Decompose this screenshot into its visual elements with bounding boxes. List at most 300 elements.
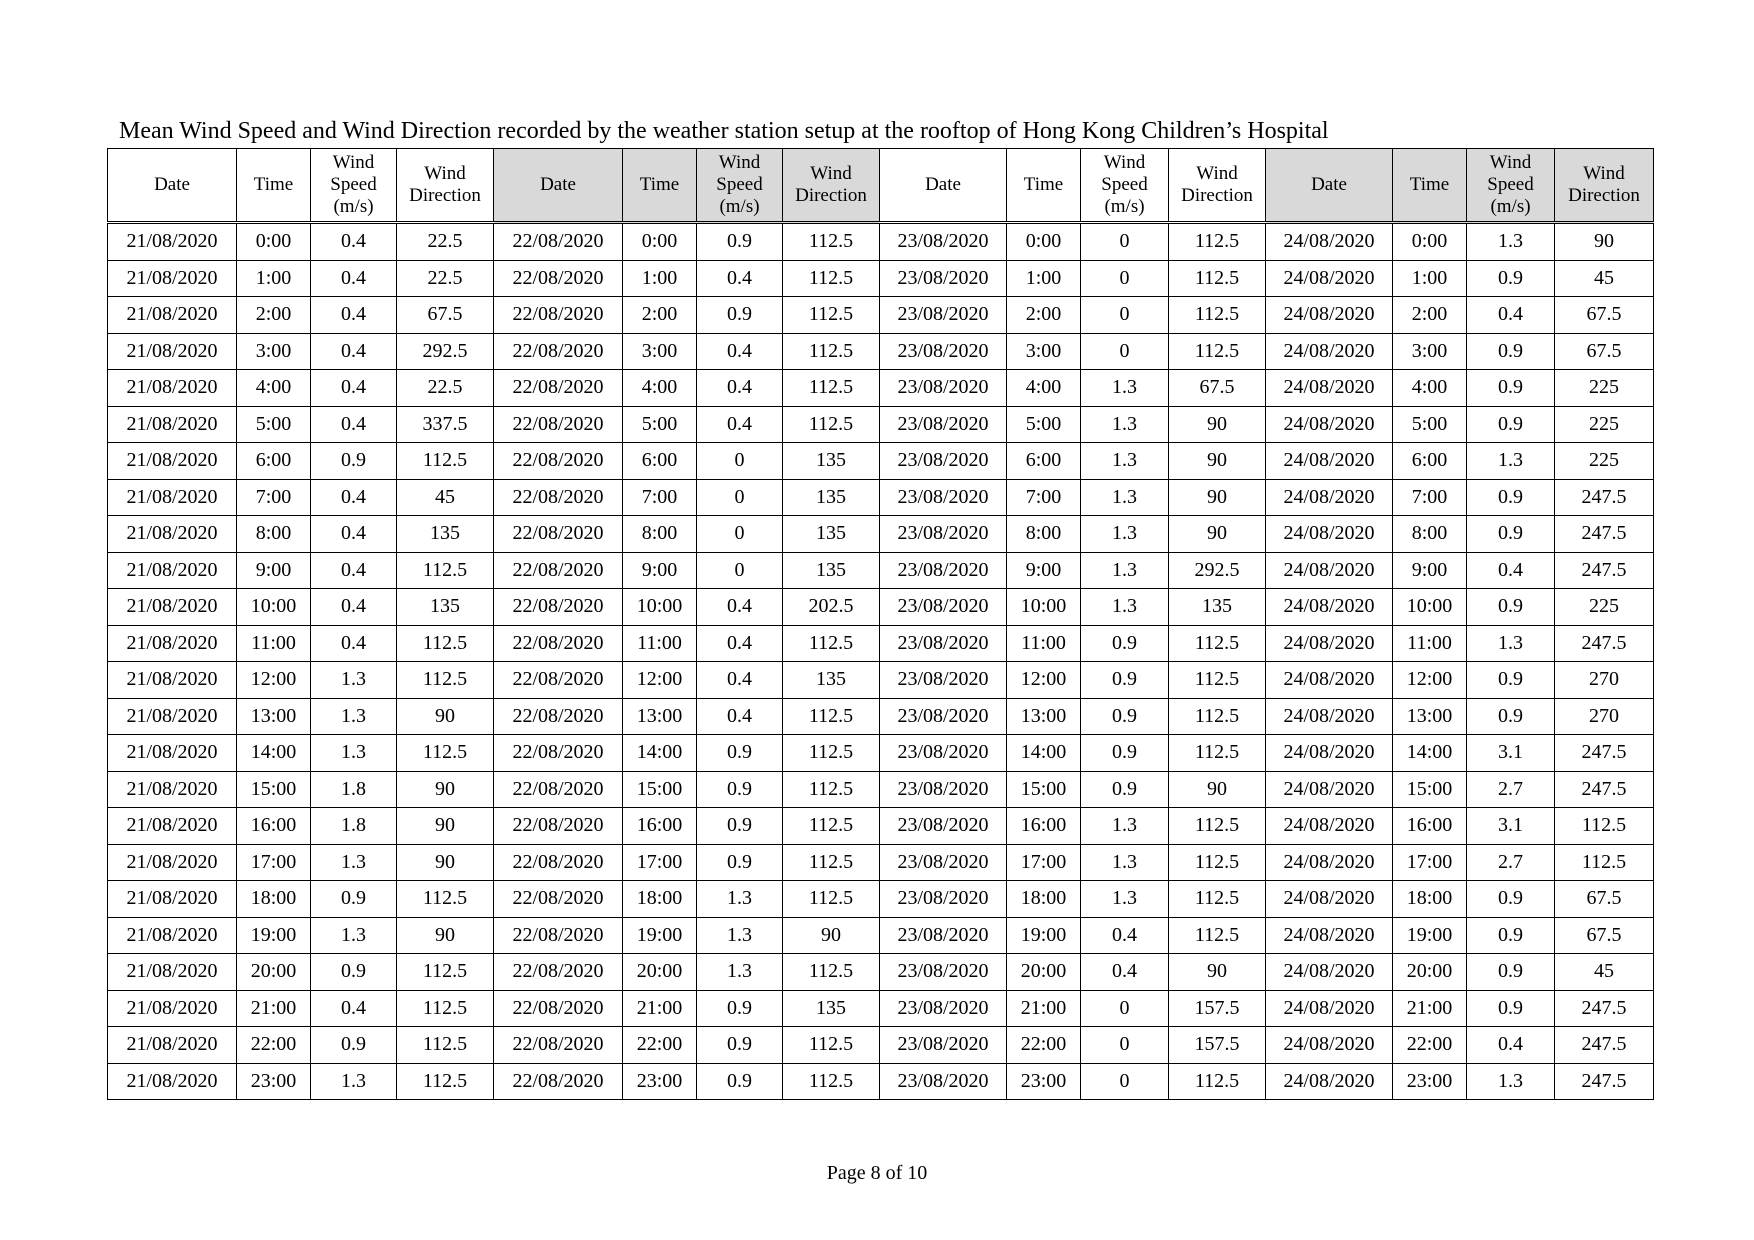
table-cell: 112.5 [783, 735, 880, 772]
table-cell: 24/08/2020 [1266, 735, 1393, 772]
table-cell: 1.3 [1081, 406, 1169, 443]
table-cell: 0.9 [697, 735, 783, 772]
table-cell: 24/08/2020 [1266, 333, 1393, 370]
column-header: Date [1266, 149, 1393, 223]
table-cell: 14:00 [1393, 735, 1467, 772]
table-cell: 0 [1081, 333, 1169, 370]
table-cell: 22/08/2020 [494, 406, 623, 443]
table-cell: 0.4 [311, 479, 397, 516]
table-cell: 1.3 [697, 881, 783, 918]
table-cell: 0.9 [311, 1027, 397, 1064]
table-cell: 112.5 [397, 625, 494, 662]
table-cell: 22/08/2020 [494, 771, 623, 808]
table-cell: 2:00 [1393, 297, 1467, 334]
table-cell: 1:00 [1007, 260, 1081, 297]
table-cell: 0:00 [623, 223, 697, 261]
table-cell: 0.9 [1467, 479, 1555, 516]
table-cell: 6:00 [623, 443, 697, 480]
table-cell: 8:00 [237, 516, 311, 553]
table-cell: 1.3 [1081, 479, 1169, 516]
table-cell: 7:00 [237, 479, 311, 516]
table-cell: 1.3 [311, 735, 397, 772]
table-cell: 23:00 [1393, 1063, 1467, 1100]
table-cell: 6:00 [237, 443, 311, 480]
table-cell: 21/08/2020 [108, 370, 237, 407]
table-cell: 112.5 [783, 223, 880, 261]
table-cell: 0.9 [1467, 698, 1555, 735]
column-header: Wind Speed (m/s) [1467, 149, 1555, 223]
table-cell: 0.9 [1081, 625, 1169, 662]
table-cell: 1.3 [311, 698, 397, 735]
table-cell: 112.5 [783, 260, 880, 297]
table-cell: 270 [1555, 662, 1654, 699]
table-cell: 112.5 [1169, 297, 1266, 334]
table-cell: 0.4 [311, 589, 397, 626]
table-cell: 21/08/2020 [108, 662, 237, 699]
table-cell: 2:00 [237, 297, 311, 334]
table-cell: 22:00 [623, 1027, 697, 1064]
table-cell: 0.4 [697, 589, 783, 626]
table-cell: 0.9 [311, 954, 397, 991]
table-cell: 1.3 [697, 954, 783, 991]
table-cell: 24/08/2020 [1266, 990, 1393, 1027]
table-cell: 112.5 [397, 1027, 494, 1064]
table-cell: 45 [1555, 954, 1654, 991]
table-cell: 7:00 [1393, 479, 1467, 516]
table-cell: 23/08/2020 [880, 735, 1007, 772]
table-cell: 21/08/2020 [108, 1027, 237, 1064]
table-cell: 17:00 [623, 844, 697, 881]
table-cell: 3:00 [1393, 333, 1467, 370]
table-cell: 21/08/2020 [108, 516, 237, 553]
table-cell: 270 [1555, 698, 1654, 735]
table-cell: 1.3 [1081, 443, 1169, 480]
table-cell: 13:00 [1007, 698, 1081, 735]
table-cell: 112.5 [397, 954, 494, 991]
table-cell: 225 [1555, 370, 1654, 407]
table-cell: 6:00 [1393, 443, 1467, 480]
table-cell: 0.9 [1467, 954, 1555, 991]
table-cell: 0 [697, 552, 783, 589]
table-cell: 112.5 [397, 662, 494, 699]
table-cell: 0:00 [237, 223, 311, 261]
table-cell: 24/08/2020 [1266, 516, 1393, 553]
table-cell: 0 [1081, 260, 1169, 297]
table-cell: 21/08/2020 [108, 297, 237, 334]
table-cell: 22/08/2020 [494, 917, 623, 954]
column-header: Wind Direction [1555, 149, 1654, 223]
table-cell: 112.5 [1169, 808, 1266, 845]
table-cell: 1.3 [1467, 223, 1555, 261]
table-cell: 21/08/2020 [108, 844, 237, 881]
table-cell: 90 [1169, 516, 1266, 553]
column-header: Wind Direction [1169, 149, 1266, 223]
table-cell: 112.5 [1169, 844, 1266, 881]
table-cell: 0.9 [697, 844, 783, 881]
table-cell: 22.5 [397, 370, 494, 407]
table-cell: 16:00 [237, 808, 311, 845]
table-cell: 23/08/2020 [880, 844, 1007, 881]
table-cell: 0.4 [311, 260, 397, 297]
table-cell: 18:00 [1393, 881, 1467, 918]
table-cell: 0.4 [311, 333, 397, 370]
table-cell: 12:00 [1393, 662, 1467, 699]
column-header: Wind Speed (m/s) [697, 149, 783, 223]
table-cell: 2:00 [623, 297, 697, 334]
table-cell: 7:00 [1007, 479, 1081, 516]
table-cell: 0.9 [697, 771, 783, 808]
table-cell: 112.5 [397, 552, 494, 589]
table-cell: 24/08/2020 [1266, 297, 1393, 334]
table-cell: 0.9 [1467, 662, 1555, 699]
table-row [108, 479, 1654, 516]
page-number: Page 8 of 10 [826, 1162, 928, 1184]
table-cell: 112.5 [397, 443, 494, 480]
table-cell: 0 [697, 516, 783, 553]
table-cell: 112.5 [397, 735, 494, 772]
table-cell: 0 [1081, 297, 1169, 334]
table-cell: 10:00 [1393, 589, 1467, 626]
table-cell: 5:00 [237, 406, 311, 443]
table-row [108, 516, 1654, 553]
table-cell: 11:00 [1393, 625, 1467, 662]
table-cell: 23/08/2020 [880, 260, 1007, 297]
table-cell: 22/08/2020 [494, 516, 623, 553]
table-header-row [108, 149, 1654, 223]
table-cell: 112.5 [1169, 1063, 1266, 1100]
table-cell: 0 [1081, 990, 1169, 1027]
table-cell: 23/08/2020 [880, 1063, 1007, 1100]
table-cell: 21:00 [623, 990, 697, 1027]
table-cell: 0.9 [1081, 698, 1169, 735]
table-cell: 1:00 [237, 260, 311, 297]
table-row [108, 808, 1654, 845]
table-cell: 21/08/2020 [108, 881, 237, 918]
table-cell: 7:00 [623, 479, 697, 516]
table-cell: 0.4 [311, 516, 397, 553]
table-cell: 247.5 [1555, 479, 1654, 516]
table-cell: 1.3 [311, 1063, 397, 1100]
table-cell: 11:00 [1007, 625, 1081, 662]
table-cell: 0.4 [311, 297, 397, 334]
table-cell: 0.9 [1081, 662, 1169, 699]
table-cell: 112.5 [1169, 333, 1266, 370]
table-cell: 1.3 [1081, 516, 1169, 553]
table-cell: 292.5 [1169, 552, 1266, 589]
table-cell: 15:00 [1007, 771, 1081, 808]
table-cell: 16:00 [623, 808, 697, 845]
table-row [108, 698, 1654, 735]
table-cell: 21/08/2020 [108, 406, 237, 443]
table-row [108, 917, 1654, 954]
table-cell: 16:00 [1393, 808, 1467, 845]
table-cell: 23/08/2020 [880, 479, 1007, 516]
table-row [108, 662, 1654, 699]
table-cell: 0.9 [1467, 406, 1555, 443]
table-cell: 0.9 [1081, 735, 1169, 772]
table-cell: 135 [783, 552, 880, 589]
table-cell: 14:00 [623, 735, 697, 772]
table-cell: 18:00 [1007, 881, 1081, 918]
table-row [108, 844, 1654, 881]
table-cell: 0.4 [311, 552, 397, 589]
table-cell: 19:00 [237, 917, 311, 954]
table-row [108, 771, 1654, 808]
table-cell: 135 [397, 589, 494, 626]
table-row [108, 589, 1654, 626]
table-cell: 112.5 [1169, 698, 1266, 735]
table-cell: 24/08/2020 [1266, 844, 1393, 881]
table-cell: 0.4 [311, 406, 397, 443]
table-cell: 1.3 [1081, 552, 1169, 589]
table-cell: 24/08/2020 [1266, 260, 1393, 297]
table-cell: 10:00 [237, 589, 311, 626]
table-cell: 24/08/2020 [1266, 370, 1393, 407]
table-cell: 9:00 [237, 552, 311, 589]
table-cell: 4:00 [237, 370, 311, 407]
table-cell: 157.5 [1169, 990, 1266, 1027]
table-cell: 12:00 [1007, 662, 1081, 699]
table-cell: 112.5 [783, 881, 880, 918]
table-cell: 3.1 [1467, 735, 1555, 772]
table-cell: 23/08/2020 [880, 662, 1007, 699]
table-cell: 0.9 [1467, 881, 1555, 918]
table-cell: 22/08/2020 [494, 370, 623, 407]
table-cell: 1.3 [1081, 881, 1169, 918]
table-cell: 13:00 [623, 698, 697, 735]
table-cell: 0.9 [697, 223, 783, 261]
table-cell: 8:00 [623, 516, 697, 553]
table-cell: 112.5 [397, 1063, 494, 1100]
table-cell: 1.3 [697, 917, 783, 954]
table-cell: 4:00 [1393, 370, 1467, 407]
table-cell: 24/08/2020 [1266, 698, 1393, 735]
table-cell: 0.9 [1467, 370, 1555, 407]
table-cell: 23/08/2020 [880, 917, 1007, 954]
table-cell: 23/08/2020 [880, 1027, 1007, 1064]
table-cell: 0.4 [1467, 1027, 1555, 1064]
table-cell: 67.5 [1555, 917, 1654, 954]
table-cell: 10:00 [623, 589, 697, 626]
table-cell: 16:00 [1007, 808, 1081, 845]
table-cell: 0.4 [697, 260, 783, 297]
table-cell: 135 [397, 516, 494, 553]
table-cell: 112.5 [783, 1063, 880, 1100]
table-cell: 8:00 [1007, 516, 1081, 553]
table-cell: 21/08/2020 [108, 698, 237, 735]
table-cell: 22/08/2020 [494, 844, 623, 881]
table-cell: 5:00 [1007, 406, 1081, 443]
table-cell: 18:00 [237, 881, 311, 918]
table-cell: 90 [1169, 406, 1266, 443]
table-cell: 22:00 [1393, 1027, 1467, 1064]
table-row [108, 333, 1654, 370]
table-cell: 67.5 [1555, 297, 1654, 334]
table-cell: 112.5 [1169, 625, 1266, 662]
table-cell: 21/08/2020 [108, 443, 237, 480]
table-cell: 3:00 [237, 333, 311, 370]
table-cell: 22/08/2020 [494, 443, 623, 480]
table-cell: 112.5 [783, 1027, 880, 1064]
table-cell: 247.5 [1555, 771, 1654, 808]
table-cell: 135 [783, 516, 880, 553]
table-cell: 21:00 [1393, 990, 1467, 1027]
table-cell: 0:00 [1007, 223, 1081, 261]
table-row [108, 990, 1654, 1027]
table-cell: 0.4 [697, 333, 783, 370]
table-cell: 4:00 [623, 370, 697, 407]
table-cell: 21/08/2020 [108, 589, 237, 626]
table-cell: 20:00 [1393, 954, 1467, 991]
table-cell: 23/08/2020 [880, 552, 1007, 589]
table-cell: 22/08/2020 [494, 1027, 623, 1064]
table-cell: 225 [1555, 443, 1654, 480]
table-cell: 24/08/2020 [1266, 552, 1393, 589]
table-cell: 23:00 [1007, 1063, 1081, 1100]
table-cell: 22/08/2020 [494, 881, 623, 918]
table-cell: 20:00 [1007, 954, 1081, 991]
table-cell: 247.5 [1555, 552, 1654, 589]
table-cell: 0 [1081, 223, 1169, 261]
table-cell: 90 [397, 698, 494, 735]
table-cell: 18:00 [623, 881, 697, 918]
table-cell: 135 [783, 479, 880, 516]
table-cell: 23/08/2020 [880, 771, 1007, 808]
table-cell: 13:00 [1393, 698, 1467, 735]
table-cell: 1.3 [311, 917, 397, 954]
table-cell: 0.9 [697, 990, 783, 1027]
table-cell: 90 [1169, 954, 1266, 991]
table-cell: 19:00 [1393, 917, 1467, 954]
table-cell: 21/08/2020 [108, 1063, 237, 1100]
table-cell: 112.5 [783, 625, 880, 662]
table-cell: 0.9 [311, 443, 397, 480]
table-cell: 14:00 [237, 735, 311, 772]
table-row [108, 954, 1654, 991]
table-cell: 247.5 [1555, 1063, 1654, 1100]
table-cell: 1.8 [311, 771, 397, 808]
table-cell: 5:00 [623, 406, 697, 443]
table-cell: 21/08/2020 [108, 223, 237, 261]
table-cell: 22/08/2020 [494, 698, 623, 735]
table-cell: 22/08/2020 [494, 260, 623, 297]
table-cell: 22.5 [397, 223, 494, 261]
table-cell: 0 [1081, 1027, 1169, 1064]
table-cell: 17:00 [237, 844, 311, 881]
table-cell: 15:00 [1393, 771, 1467, 808]
table-cell: 67.5 [1555, 881, 1654, 918]
table-cell: 90 [783, 917, 880, 954]
table-body [108, 223, 1654, 1100]
table-cell: 112.5 [783, 297, 880, 334]
table-cell: 8:00 [1393, 516, 1467, 553]
table-cell: 6:00 [1007, 443, 1081, 480]
table-cell: 135 [1169, 589, 1266, 626]
table-cell: 22:00 [237, 1027, 311, 1064]
table-cell: 22/08/2020 [494, 223, 623, 261]
table-cell: 135 [783, 443, 880, 480]
table-cell: 2.7 [1467, 771, 1555, 808]
table-cell: 23/08/2020 [880, 698, 1007, 735]
table-cell: 112.5 [783, 333, 880, 370]
table-cell: 0.4 [311, 625, 397, 662]
table-cell: 24/08/2020 [1266, 917, 1393, 954]
table-cell: 3.1 [1467, 808, 1555, 845]
table-cell: 112.5 [1555, 808, 1654, 845]
table-cell: 0.9 [1467, 990, 1555, 1027]
table-cell: 1.3 [311, 662, 397, 699]
table-cell: 23/08/2020 [880, 808, 1007, 845]
table-cell: 2.7 [1467, 844, 1555, 881]
table-cell: 0.4 [1467, 297, 1555, 334]
page-title: Mean Wind Speed and Wind Direction recorded by the weather station setup at the rooftop of Hong Kong Children’s Hospital [119, 118, 1329, 144]
table-cell: 90 [397, 808, 494, 845]
table-cell: 247.5 [1555, 516, 1654, 553]
table-cell: 24/08/2020 [1266, 625, 1393, 662]
table-cell: 23:00 [237, 1063, 311, 1100]
table-cell: 0.9 [697, 297, 783, 334]
table-row [108, 552, 1654, 589]
table-cell: 0.4 [697, 625, 783, 662]
table-cell: 0.9 [1467, 589, 1555, 626]
table-cell: 23/08/2020 [880, 990, 1007, 1027]
table-cell: 67.5 [1555, 333, 1654, 370]
table-cell: 0.4 [311, 370, 397, 407]
table-cell: 112.5 [1169, 881, 1266, 918]
table-cell: 21/08/2020 [108, 260, 237, 297]
table-row [108, 370, 1654, 407]
table-cell: 0.4 [697, 370, 783, 407]
table-cell: 15:00 [623, 771, 697, 808]
table-cell: 112.5 [1169, 260, 1266, 297]
column-header: Time [1007, 149, 1081, 223]
table-cell: 0.4 [1081, 917, 1169, 954]
table-cell: 21:00 [1007, 990, 1081, 1027]
table-cell: 225 [1555, 406, 1654, 443]
table-cell: 9:00 [1007, 552, 1081, 589]
table-cell: 247.5 [1555, 1027, 1654, 1064]
table-cell: 112.5 [783, 406, 880, 443]
table-cell: 24/08/2020 [1266, 589, 1393, 626]
table-cell: 90 [397, 844, 494, 881]
table-cell: 112.5 [1169, 917, 1266, 954]
table-cell: 0.9 [1081, 771, 1169, 808]
table-cell: 11:00 [623, 625, 697, 662]
table-cell: 12:00 [623, 662, 697, 699]
column-header: Time [623, 149, 697, 223]
table-row [108, 406, 1654, 443]
table-cell: 24/08/2020 [1266, 479, 1393, 516]
table-cell: 0.9 [697, 1063, 783, 1100]
table-cell: 112.5 [783, 954, 880, 991]
column-header: Wind Speed (m/s) [311, 149, 397, 223]
table-cell: 112.5 [397, 881, 494, 918]
table-cell: 22/08/2020 [494, 625, 623, 662]
table-cell: 14:00 [1007, 735, 1081, 772]
table-cell: 21/08/2020 [108, 625, 237, 662]
table-cell: 21/08/2020 [108, 954, 237, 991]
table-cell: 11:00 [237, 625, 311, 662]
table-cell: 1.3 [1467, 1063, 1555, 1100]
table-cell: 292.5 [397, 333, 494, 370]
table-cell: 45 [1555, 260, 1654, 297]
table-cell: 90 [397, 771, 494, 808]
table-cell: 112.5 [1169, 662, 1266, 699]
table-cell: 24/08/2020 [1266, 1027, 1393, 1064]
table-cell: 20:00 [237, 954, 311, 991]
table-cell: 21/08/2020 [108, 808, 237, 845]
table-cell: 90 [1555, 223, 1654, 261]
